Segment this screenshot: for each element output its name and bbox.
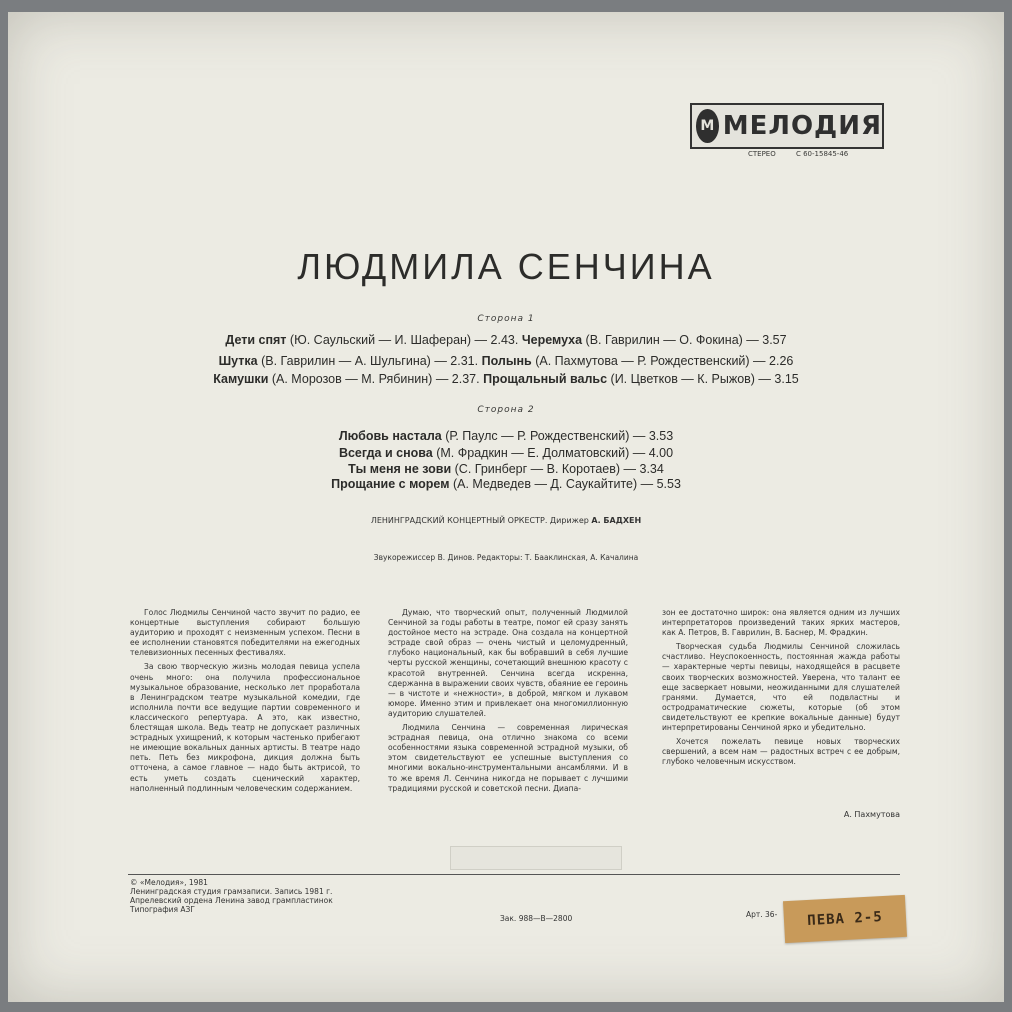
side-2-track	[0, 446, 1012, 460]
article-number: Арт. 36-	[746, 910, 778, 919]
imprint-line: Апрелевский ордена Ленина завод грампластинок	[130, 896, 333, 905]
track-title: Прощальный вальс	[483, 372, 608, 386]
catalog-line	[748, 150, 866, 158]
track-title: Камушки	[213, 372, 269, 386]
side-2-track	[0, 462, 1012, 476]
melodiya-emblem-icon: M	[696, 109, 719, 143]
imprint-block	[130, 878, 333, 914]
side-1-line	[0, 354, 1012, 368]
artist-name: ЛЮДМИЛА СЕНЧИНА	[297, 246, 715, 287]
track-credit: (В. Гаврилин — А. Шульгина) — 2.31.	[257, 354, 479, 368]
track-title: Прощание с морем	[331, 477, 450, 491]
liner-notes-column-1	[130, 608, 360, 798]
track-title: Полынь	[481, 354, 532, 368]
side-1-heading: Сторона 1	[477, 314, 535, 324]
liner-paragraph: Думаю, что творческий опыт, полученный Людмилой Сенчиной за годы работы в театре, помог ей сразу занять достойное место на эстраде. Она создала на концертной эстраде свой образ — очень чистый и целомудренный, глубоко национальный, как бы вобравший в себя лучшие черты русской женщины, сочетающий внешнюю красоту с красотой внутренней. Сенчина всегда искренна, сдержанна в выражении своих чувств, обаяние ее героинь — в чистоте и «нежности», в доброй, мягком и лукавом юморе. Именно этим и привлекает она многомиллионную аудиторию слушателей.	[388, 608, 628, 718]
liner-notes-column-2	[388, 608, 628, 798]
imprint-line: © «Мелодия», 1981	[130, 878, 208, 887]
liner-paragraph: Хочется пожелать певице новых творческих свершений, а всем нам — радостных встреч с ее добрым, глубоко человечным искусством.	[662, 737, 900, 767]
track-title: Шутка	[218, 354, 258, 368]
order-number: Зак. 988—В—2800	[500, 914, 573, 923]
liner-paragraph: зон ее достаточно широк: она является одним из лучших интерпретаторов произведений таких ярких мастеров, как А. Петров, В. Гаврилин, В. Баснер, М. Фрадкин.	[662, 608, 900, 638]
track-credit: (А. Медведев — Д. Саукайтите) — 5.53	[449, 477, 681, 491]
orchestra-credit	[0, 516, 1012, 525]
orchestra-name: ЛЕНИНГРАДСКИЙ КОНЦЕРТНЫЙ ОРКЕСТР.	[370, 516, 548, 525]
track-title: Ты меня не зови	[348, 462, 452, 476]
imprint-line: Ленинградская студия грамзаписи. Запись 1981 г.	[130, 887, 333, 896]
track-credit: (В. Гаврилин — О. Фокина) — 3.57	[582, 333, 787, 347]
side-1-line	[0, 333, 1012, 347]
track-title: Любовь настала	[338, 429, 442, 443]
melodiya-logo	[690, 103, 884, 149]
side-2-heading: Сторона 2	[477, 405, 535, 415]
liner-paragraph: Творческая судьба Людмилы Сенчиной сложилась счастливо. Неуспокоенность, постоянная жажда работы — характерные черты певицы, находящейся в расцвете своих творческих возможностей. Уверена, что талант ее еще засверкает новыми, неожиданными для слушателей гранями. Думается, что ей подвластны и остродраматические сюжеты, которые (об этом свидетельствуют ее крепкие вокальные данные) будут интерпретированы Сенчиной ярко и убедительно.	[662, 642, 900, 733]
track-credit: (А. Пахмутова — Р. Рождественский) — 2.26	[531, 354, 794, 368]
liner-paragraph: Голос Людмилы Сенчиной часто звучит по радио, ее концертные выступления собирают большую аудиторию и проходят с неизменным успехом. Песни в ее исполнении становятся победителями на ежегодных телевизионных песенных фестивалях.	[130, 608, 360, 658]
catalog-number: С 60-15845-46	[795, 150, 849, 158]
conductor-label: Дирижер	[549, 516, 589, 525]
sleeve-scuff	[450, 846, 622, 870]
imprint-line: Типография АЗГ	[130, 905, 195, 914]
price-sticker: ПЕВА 2-5	[783, 895, 907, 943]
staff-credits: Звукорежиссер В. Динов. Редакторы: Т. Бааклинская, А. Качалина	[373, 553, 639, 562]
brand-name: МЕЛОДИЯ	[722, 111, 882, 141]
divider-line	[128, 874, 900, 875]
track-title: Всегда и снова	[338, 446, 433, 460]
conductor-name: А. БАДХЕН	[591, 516, 642, 525]
side-1-line	[0, 372, 1012, 386]
track-title: Черемуха	[521, 333, 583, 347]
track-credit: (Р. Паулс — Р. Рождественский) — 3.53	[441, 429, 674, 443]
liner-paragraph: За свою творческую жизнь молодая певица успела очень много: она получила профессиональное музыкальное образование, несколько лет проработала в Ленинградском театре музыкальной комедии, где исполнила почти все ведущие партии современного и классического репертуара. А это, как известно, блестящая школа. Ведь театр не допускает различных эстрадных ухищрений, к которым частенько прибегают не имеющие вокальных данных артисты. В театре надо петь. Петь без микрофона, дикция должна быть отточена, а самое главное — надо быть актрисой, то есть уметь создать сценический характер, наполненный подлинным человеческим содержанием.	[130, 662, 360, 793]
liner-notes-signature: А. Пахмутова	[843, 810, 900, 819]
track-title: Дети спят	[225, 333, 287, 347]
liner-paragraph: Людмила Сенчина — современная лирическая эстрадная певица, она отлично знакома со всеми особенностями языка современной эстрадной музыки, об этом свидетельствуют ее успешные выступления со многими вокально-инструментальными ансамблями. И в то же время Л. Сенчина никогда не порывает с лучшими традициями русской и советской песни. Диапа-	[388, 723, 628, 793]
track-credit: (А. Морозов — М. Рябинин) — 2.37.	[268, 372, 480, 386]
liner-notes-column-3	[662, 608, 900, 771]
stereo-label: СТЕРЕО	[748, 150, 776, 158]
side-2-track	[0, 477, 1012, 491]
track-credit: (И. Цветков — К. Рыжов) — 3.15	[607, 372, 799, 386]
side-2-track	[0, 429, 1012, 443]
track-credit: (С. Гринберг — В. Коротаев) — 3.34	[451, 462, 664, 476]
track-credit: (М. Фрадкин — Е. Долматовский) — 4.00	[432, 446, 674, 460]
track-credit: (Ю. Саульский — И. Шаферан) — 2.43.	[286, 333, 519, 347]
